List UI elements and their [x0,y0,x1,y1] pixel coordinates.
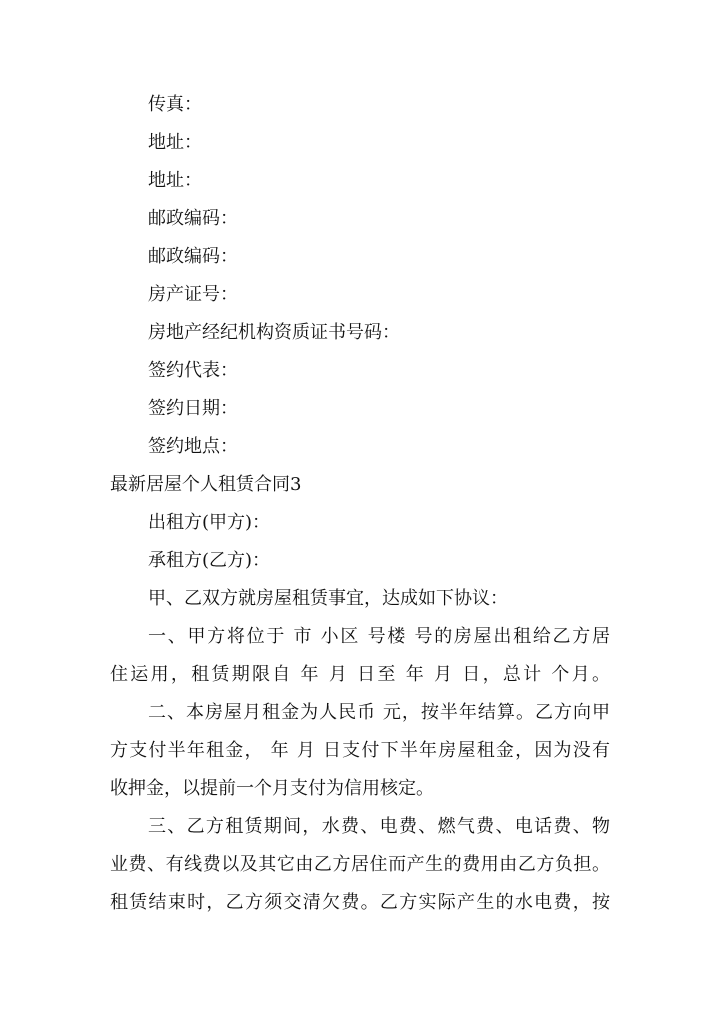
clause-2-line: 收押金，以提前一个月支付为信用核定。 [110,778,434,799]
clause-1-line: 一、甲方将位于 市 小区 号楼 号的房屋出租给乙方居 [148,626,610,647]
postcode-field: 邮政编码： [148,246,238,267]
clause-2-line: 方支付半年租金， 年 月 日支付下半年房屋租金，因为没有 [110,740,610,761]
lessee-field: 承租方(乙方)： [148,550,271,571]
fax-field: 传真： [148,94,202,115]
contract-title: 最新居屋个人租赁合同3 [110,474,302,495]
address-field: 地址： [148,170,202,191]
clause-3-line: 业费、有线费以及其它由乙方居住而产生的费用由乙方负担。 [110,854,610,875]
signing-date-field: 签约日期： [148,398,238,419]
postcode-field: 邮政编码： [148,208,238,229]
clause-1-line: 住运用，租赁期限自 年 月 日至 年 月 日，总计 个月。 [110,664,610,685]
lessor-field: 出租方(甲方)： [148,512,271,533]
clause-3-line: 租赁结束时，乙方须交清欠费。乙方实际产生的水电费，按 [110,892,610,913]
signing-representative-field: 签约代表： [148,360,238,381]
signing-place-field: 签约地点： [148,436,238,457]
clause-2-line: 二、本房屋月租金为人民币 元，按半年结算。乙方向甲 [148,702,610,723]
address-field: 地址： [148,132,202,153]
clause-3-line: 三、乙方租赁期间，水费、电费、燃气费、电话费、物 [148,816,610,837]
agreement-intro: 甲、乙双方就房屋租赁事宜，达成如下协议： [148,588,508,609]
property-certificate-field: 房产证号： [148,284,238,305]
agency-certificate-field: 房地产经纪机构资质证书号码： [148,322,400,343]
